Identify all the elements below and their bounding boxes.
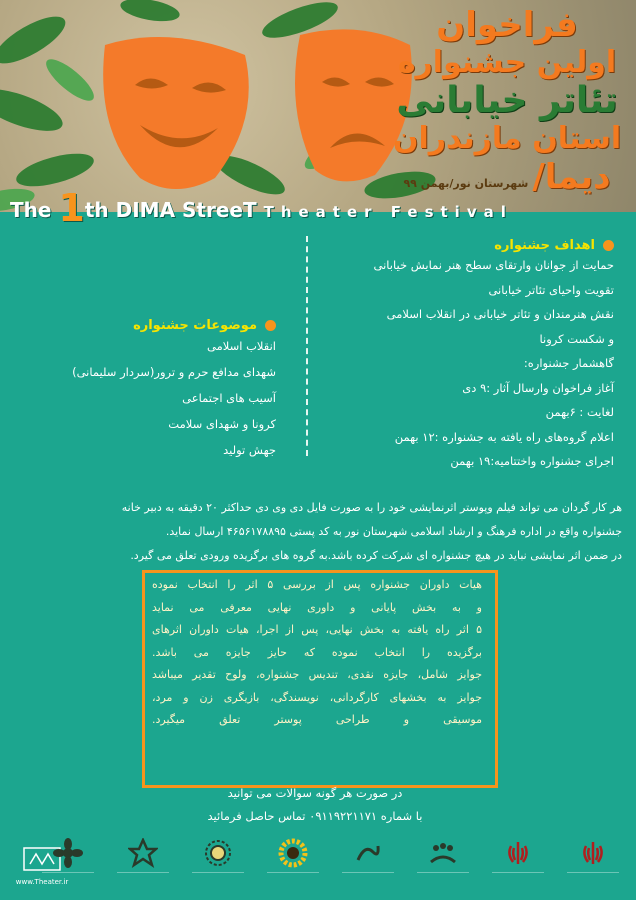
instruction-line: هر کار گردان می تواند فیلم وپوستر اثرنمایشی خود را به صورت فایل دی وی دی حداکثر ۲۰ دقیقه به دبیر خانه: [121, 501, 622, 514]
title-line-5: دیما/: [532, 157, 611, 197]
column-divider: [306, 236, 308, 456]
topic-line: جهش تولید: [223, 443, 276, 457]
jury-line: جوایز به بخشهای کارگردانی، نویسندگی، بازیگری زن و مرد،: [152, 690, 482, 704]
contact-line-2: با شماره ۰۹۱۱۹۲۲۱۱۷۱ تماس حاصل فرمائید: [207, 809, 423, 823]
sponsor-logos: [30, 838, 630, 900]
topics-section: [26, 318, 276, 463]
sponsor-logo: [267, 838, 319, 887]
goal-line: نقش هنرمندان و تئاتر خیابانی در انقلاب اسلامی: [386, 307, 614, 321]
title-line-2: اولین جشنواره: [397, 45, 617, 80]
sunflower-logo-icon: [278, 838, 308, 868]
timeline-line: اجرای جشنواره واختتامیه:۱۹ بهمن: [450, 454, 614, 468]
sponsor-logo: [567, 838, 619, 887]
english-festival-name: [10, 186, 540, 230]
sponsor-logo: [342, 838, 394, 887]
star-logo-icon: [128, 838, 158, 868]
city-date: شهرستان نور/بهمن ۹۹: [403, 177, 529, 190]
jury-line: هیات داوران جشنواره پس از بررسی ۵ اثر را انتخاب نموده: [152, 578, 482, 591]
sponsor-logo: [117, 838, 169, 887]
goals-heading-text: اهداف جشنواره: [494, 238, 595, 253]
festival-title: [392, 6, 622, 196]
sponsor-logo: [492, 838, 544, 887]
topics-heading-text: موضوعات جشنواره: [133, 318, 257, 333]
topic-line: کرونا و شهدای سلامت: [168, 417, 276, 431]
sponsor-logo: [192, 838, 244, 887]
title-line-1: فراخوان: [436, 5, 578, 45]
hero-illustration: [0, 0, 636, 212]
topic-line: شهدای مدافع حرم و ترور(سردار سلیمانی): [72, 365, 276, 379]
goals-section: [314, 238, 614, 474]
topic-line: انقلاب اسلامی: [207, 339, 276, 353]
timeline-line: لغایت : ۶بهمن: [545, 405, 614, 419]
title-line-4: استان مازندران: [392, 121, 622, 156]
goal-line: تقویت واحیای تئاتر خیابانی: [488, 282, 614, 297]
banner-number: 1: [58, 186, 85, 230]
sponsor-logo: [417, 838, 469, 887]
goal-line: و شکست کرونا: [539, 331, 614, 346]
flower-logo-icon: [53, 838, 83, 868]
jury-text: [152, 574, 482, 732]
goals-heading: [314, 238, 614, 253]
jury-line: موسیقی و طراحی پوستر تعلق میگیرد.: [152, 713, 482, 726]
banner-part-1: The: [10, 198, 59, 222]
calligraphy-logo-icon: [353, 838, 383, 868]
contact-line-1: در صورت هر گونه سوالات می توانید: [227, 786, 403, 800]
jury-line: برگزیده را انتخاب نموده که حایز جایزه می باشد.: [152, 645, 482, 659]
iran-emblem-logo-icon: [503, 838, 533, 868]
contact-info: [150, 782, 480, 828]
sun-logo-icon: [203, 838, 233, 868]
instruction-line: جشنواره واقع در اداره فرهنگ و ارشاد اسلامی شهرستان نور به کد پستی ۴۶۵۶۱۷۸۸۹۵ ارسال نماید.: [165, 525, 622, 538]
timeline-heading: گاهشمار جشنواره:: [523, 356, 614, 370]
bullet-dot-icon: [603, 240, 614, 251]
timeline-line: آغاز فراخوان وارسال آثار :۹ دی: [462, 380, 614, 395]
topic-line: آسیب های اجتماعی: [182, 391, 276, 405]
bullet-dot-icon: [265, 320, 276, 331]
jury-line: و به بخش پایانی و داوری نهایی معرفی می نماید: [152, 600, 482, 614]
topics-heading: [26, 318, 276, 333]
iran-emblem-logo-icon: [578, 838, 608, 868]
banner-part-3: Theater Festival: [263, 203, 513, 221]
timeline-line: اعلام گروه‌های راه یافته به جشنواره :۱۲ بهمن: [394, 429, 614, 444]
goal-line: حمایت از جوانان وارتقای سطح هنر نمایش خیابانی: [373, 258, 614, 272]
title-line-3: تئاتر خیابانی: [396, 80, 618, 121]
submission-instructions: [14, 496, 622, 568]
sponsor-logo: [42, 838, 94, 887]
banner-part-2: th DIMA StreeT: [84, 198, 264, 222]
instruction-line: در ضمن اثر نمایشی نباید در هیچ جشنواره ای شرکت کرده باشد.به گروه های برگزیده ورودی تعلق می گیرد.: [130, 549, 622, 562]
watermark-site: www.Theater.ir: [15, 878, 69, 886]
people-logo-icon: [428, 838, 458, 868]
jury-line: جوایز شامل، جایزه نقدی، تندیس جشنواره، ولوح تقدیر میباشد: [152, 668, 482, 681]
jury-line: ۵ اثر راه یافته به بخش نهایی، پس از اجرا، هیات داوران اثرهای: [152, 623, 482, 636]
